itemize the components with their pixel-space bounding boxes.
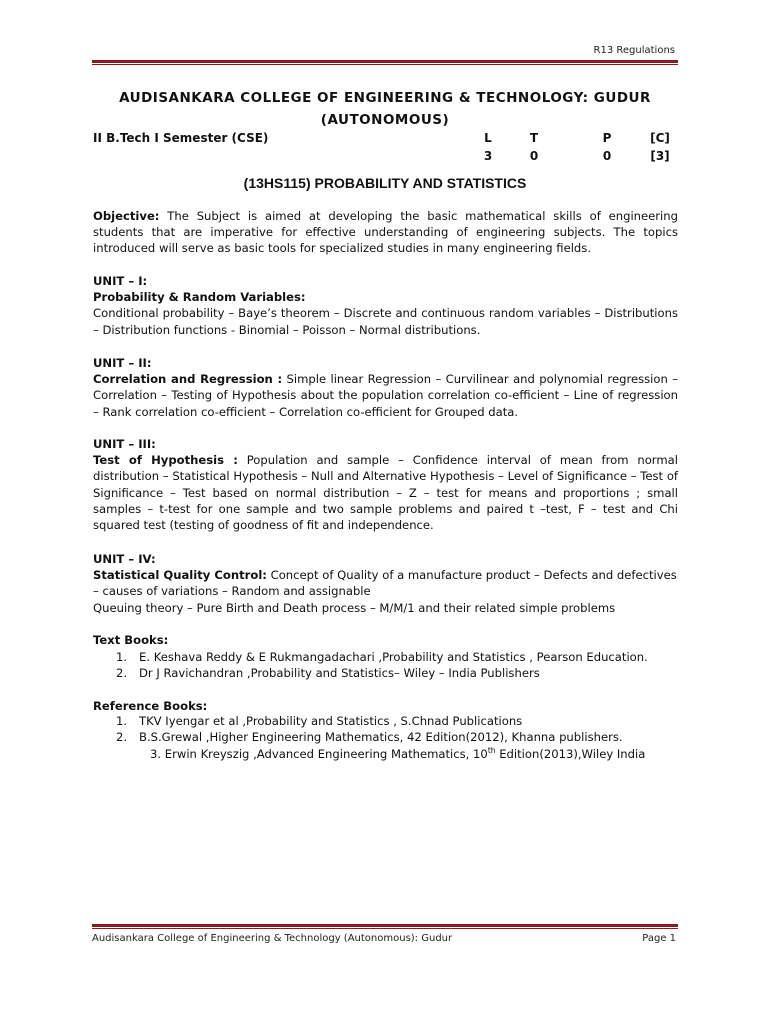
unit-4-heading: UNIT – IV: [93,552,156,566]
reference-book-num-2: 2. [116,730,128,744]
unit-4-section [93,551,678,616]
ltpc-header-l: L [484,131,492,145]
reference-book-3-sup: th [487,746,496,755]
ltpc-header-p: P [602,131,612,145]
course-title: (13HS115) PROBABILITY AND STATISTICS [243,175,527,191]
reference-book-3-post: Edition(2013),Wiley India [495,746,646,761]
unit-3-heading: UNIT – III: [93,437,156,451]
ltpc-value-t: 0 [529,149,539,163]
objective-text: The Subject is aimed at developing the basic mathematical skills of engineering students that are imperative for effective understanding of engineering subjects. The topics introduced will serve as basic tools for specialized studies in many engineering fields. [93,209,678,256]
semester-label: II B.Tech I Semester (CSE) [93,131,269,145]
ltpc-value-p: 0 [602,149,612,163]
unit-4-text: Concept of Quality of a manufacture product – Defects and defectives – causes of variations – Random and assignable [93,568,677,599]
unit-3-text: Population and sample – Confidence interval of mean from normal distribution – Statistical Hypothesis – Null and Alternative Hypothesis – Level of Significance – Test of Significance – Test based on normal distribution – Z – test for means and proportions ; small samples – t-test for one sample and two sample problems and paired t –test, F – test and Chi squared test (testing of goodness of fit and independence. [93,453,678,533]
objective-paragraph [93,208,678,257]
college-subtitle: (AUTONOMOUS) [320,112,450,128]
header-rule [92,60,678,63]
reference-book-3-text: Erwin Kreyszig ,Advanced Engineering Mathematics, 10 [164,746,488,761]
unit-1-section [93,273,678,338]
footer-college-name: Audisankara College of Engineering & Technology (Autonomous): Gudur [92,933,453,944]
text-book-2: Dr J Ravichandran ,Probability and Statistics– Wiley – India Publishers [139,666,540,680]
reference-books-heading: Reference Books: [93,699,208,713]
footer-page-number: Page 1 [642,933,676,944]
unit-1-subheading: Probability & Random Variables: [93,290,306,305]
reference-book-1: TKV Iyengar et al ,Probability and Statistics , S.Chnad Publications [139,714,523,728]
page-header-label: R13 Regulations [593,45,675,56]
unit-1-heading: UNIT – I: [93,274,148,288]
reference-book-3 [150,746,645,761]
footer-rule-thin [92,928,678,929]
unit-2-section [93,355,678,420]
unit-3-subheading: Test of Hypothesis : [93,453,238,468]
text-book-1: E. Keshava Reddy & E Rukmangadachari ,Probability and Statistics , Pearson Education. [139,650,648,664]
unit-2-heading: UNIT – II: [93,356,152,370]
reference-book-num-3: 3. [150,746,162,761]
unit-1-text: Conditional probability – Baye’s theorem – Discrete and continuous random variables – Distributions – Distribution functions - Binomial – Poisson – Normal distributions. [93,306,678,337]
ltpc-value-l: 3 [483,149,493,163]
ltpc-header-c: [C] [650,131,670,145]
ltpc-header-t: T [529,131,539,145]
ltpc-value-c: [3] [650,149,670,163]
unit-3-section [93,436,678,533]
text-books-heading: Text Books: [93,633,169,647]
header-rule-thin [92,64,678,65]
text-book-num-1: 1. [116,650,128,664]
objective-label: Objective: [93,209,160,223]
unit-4-extra: Queuing theory – Pure Birth and Death process – M/M/1 and their related simple problems [93,600,616,615]
unit-2-subheading: Correlation and Regression : [93,372,283,387]
text-book-num-2: 2. [116,666,128,680]
footer-rule [92,924,678,927]
unit-2-text: Simple linear Regression – Curvilinear and polynomial regression – Correlation – Testing of Hypothesis about the population correlation co-efficient – Line of regression – Rank correlation co-efficient – Correlation co-efficient for Grouped data. [93,372,678,419]
reference-book-num-1: 1. [116,714,128,728]
reference-book-2: B.S.Grewal ,Higher Engineering Mathematics, 42 Edition(2012), Khanna publishers. [139,730,623,744]
unit-4-subheading: Statistical Quality Control: [93,568,267,583]
college-title: AUDISANKARA COLLEGE OF ENGINEERING & TECHNOLOGY: GUDUR [119,90,651,106]
